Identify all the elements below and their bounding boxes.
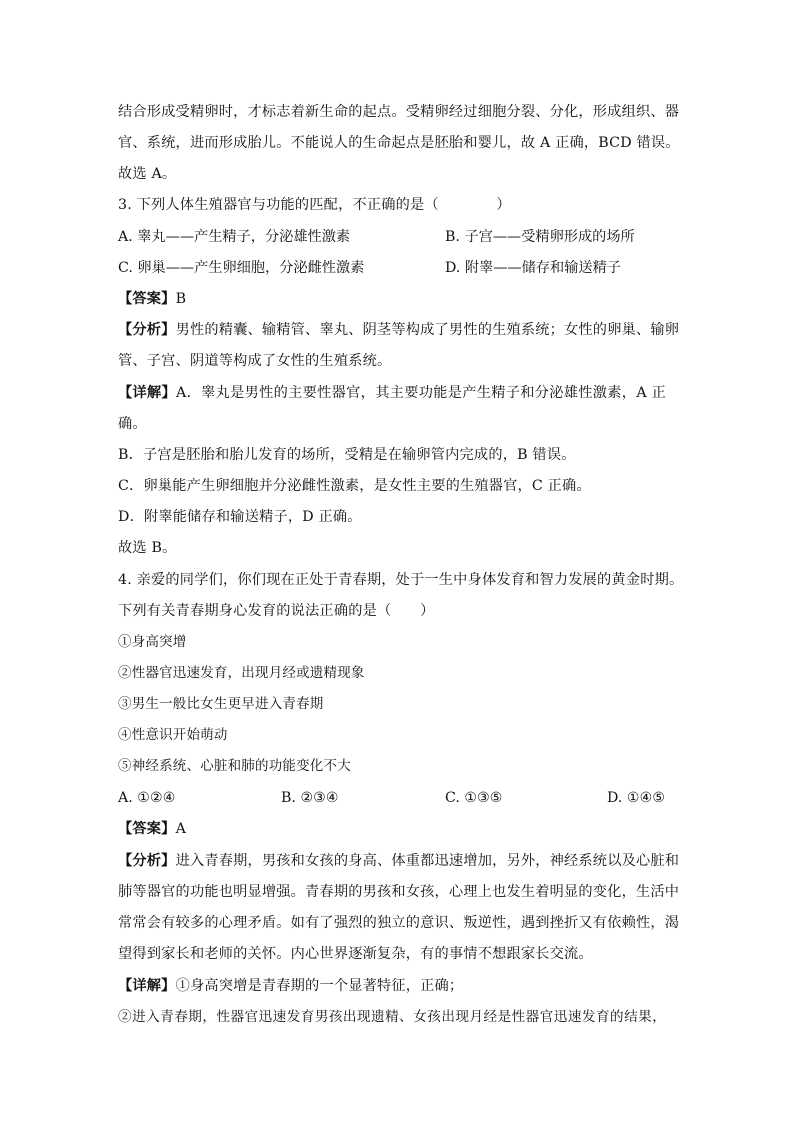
q3-option-b: B. 子宫——受精卵形成的场所 [445, 229, 635, 245]
analysis-text: 男性的精囊、输精管、睾丸、阴茎等构成了男性的生殖系统；女性的卵巢、输卵 [175, 322, 680, 338]
analysis-tag: 【分析】 [118, 322, 176, 338]
q3-analysis-line-1 [118, 320, 680, 340]
q4-item: ①身高突增 [118, 634, 187, 650]
q3-option-d: D. 附睾——储存和输送精子 [445, 260, 621, 276]
q4-analysis-line-4: 望得到家长和老师的关怀。内心世界逐渐复杂，有的事情不想跟家长交流。 [118, 946, 593, 962]
q4-stem-line-1: 4. 亲爱的同学们，你们现在正处于青春期，处于一生中身体发育和智力发展的黄金时期。 [118, 572, 684, 588]
q3-detail-line-2: 确。 [118, 416, 147, 432]
q4-item: ④性意识开始萌动 [118, 727, 228, 743]
intro-conclusion: 故选 A。 [118, 166, 177, 182]
q4-item: ③男生一般比女生更早进入青春期 [118, 696, 324, 712]
q4-item: ②性器官迅速发育，出现月经或遗精现象 [118, 665, 365, 681]
detail-text: A．睾丸是男性的主要性器官，其主要功能是产生精子和分泌雄性激素，A 正 [176, 385, 666, 401]
q4-analysis-line-1 [118, 851, 680, 871]
q4-item: ⑤神经系统、心脏和肺的功能变化不大 [118, 758, 351, 774]
q4-answer [118, 819, 186, 839]
q4-analysis-line-2: 肺等器官的功能也明显增强。青春期的男孩和女孩，心理上也发生着明显的变化，生活中 [118, 884, 680, 900]
q4-option-a: A. ①②④ [118, 790, 176, 806]
detail-text: ①身高突增是青春期的一个显著特征，正确； [175, 978, 464, 994]
analysis-tag: 【分析】 [118, 853, 176, 869]
analysis-text: 进入青春期，男孩和女孩的身高、体重都迅速增加，另外，神经系统以及心脏和 [175, 853, 680, 869]
q3-detail-line-1 [118, 383, 666, 403]
q4-stem-line-2: 下列有关青春期身心发育的说法正确的是（ ） [118, 603, 435, 619]
answer-tag: 【答案】 [118, 291, 176, 307]
answer-tag: 【答案】 [118, 821, 176, 837]
q3-detail-d: D．附睾能储存和输送精子，D 正确。 [118, 509, 362, 525]
q3-option-c: C. 卵巢——产生卵细胞，分泌雌性激素 [118, 260, 365, 276]
q4-detail-line-2: ②进入青春期，性器官迅速发育男孩出现遗精、女孩出现月经是性器官迅速发育的结果， [118, 1009, 666, 1025]
q4-analysis-line-3: 常常会有较多的心理矛盾。如有了强烈的独立的意识、叛逆性，遇到挫折又有依赖性，渴 [118, 915, 680, 931]
answer-value: A [175, 821, 187, 837]
q3-conclusion: 故选 B。 [118, 540, 177, 556]
answer-value: B [175, 291, 187, 307]
q3-detail-b: B．子宫是胚胎和胎儿发育的场所，受精是在输卵管内完成的，B 错误。 [118, 447, 576, 463]
intro-line-2: 官、系统，进而形成胎儿。不能说人的生命起点是胚胎和婴儿，故 A 正确，BCD 错误。 [118, 135, 680, 151]
detail-tag: 【详解】 [118, 978, 176, 994]
q3-analysis-line-2: 管、子宫、阴道等构成了女性的生殖系统。 [118, 353, 392, 369]
detail-tag: 【详解】 [118, 385, 177, 401]
q3-stem: 3. 下列人体生殖器官与功能的匹配，不正确的是（ ） [118, 197, 511, 213]
q4-option-c: C. ①③⑤ [445, 790, 503, 806]
q4-option-b: B. ②③④ [281, 790, 339, 806]
q3-detail-c: C．卵巢能产生卵细胞并分泌雌性激素，是女性主要的生殖器官，C 正确。 [118, 478, 591, 494]
q4-option-d: D. ①④⑤ [607, 790, 666, 806]
q3-option-a: A. 睾丸——产生精子，分泌雄性激素 [118, 229, 351, 245]
q3-answer [118, 289, 186, 309]
q4-detail-line-1 [118, 976, 463, 996]
intro-line-1: 结合形成受精卵时，才标志着新生命的起点。受精卵经过细胞分裂、分化，形成组织、器 [118, 104, 680, 120]
